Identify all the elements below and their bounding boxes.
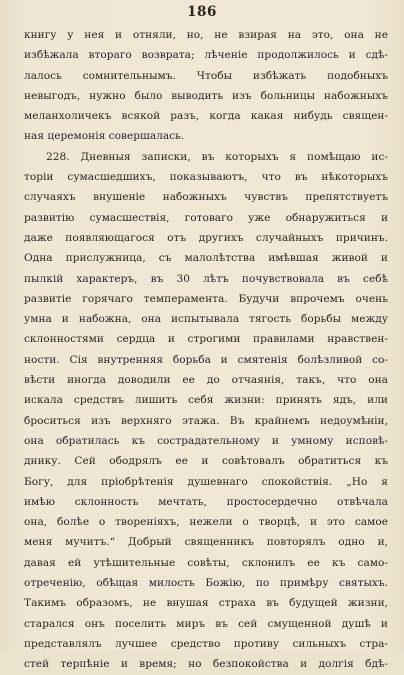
text-line: избѣжала втораго возврата; лѣченіе продолжилось и сдѣ- <box>24 49 388 62</box>
text-line: ная церемонія совершалась. <box>24 130 185 143</box>
text-line: вѣсти иногда доводили ее до отчаянія, такъ, что она <box>24 374 388 387</box>
text-line: она, болѣе о твореніяхъ, нежели о творцѣ, и это самое <box>24 516 388 529</box>
text-line: умна и набожна, она испытывала тягость борьбы между <box>24 313 388 326</box>
body-text <box>24 25 388 675</box>
text-line: имѣю склонность мечтать, простосердечно отвѣчала <box>24 495 388 508</box>
text-line: невыгодъ, нужно было выводить изъ больницы набожныхъ <box>24 89 388 102</box>
text-line: давая ей утѣшительные совѣты, склонилъ ее къ само- <box>24 556 388 569</box>
text-line: торіи сумасшедшихъ, показываютъ, что въ нѣкоторыхъ <box>24 171 388 184</box>
text-line: представлялъ лучшее средство противу сильныхъ стра- <box>24 637 388 650</box>
text-line: пылкій характеръ, въ 30 лѣтъ почувствовала въ себѣ <box>24 272 388 285</box>
text-line: Такимъ образомъ, не внушая страха въ будущей жизни, <box>24 597 388 610</box>
text-line: стей терпѣніе и время; но безпокойства и долгія бдѣ- <box>24 658 388 671</box>
text-line: отреченію, обѣщая милость Божію, по примѣру святыхъ. <box>24 577 388 590</box>
text-line: искала средствъ лишить себя жизни: принять ядъ, или <box>24 394 388 407</box>
text-line: Богу, для пріобрѣтенія душевнаго спокойствія. „Но я <box>24 475 388 488</box>
text-line: склонностями сердца и строгими правилами нравствен- <box>24 333 388 346</box>
text-line: развитіе горячаго темперамента. Будучи впрочемъ очень <box>24 292 388 305</box>
text-line: ности. Сія внутренняя борьба и смятенія болѣзливой со- <box>24 353 388 366</box>
text-line: 228. Дневныя записки, въ которыхъ я помѣщаю ис- <box>46 150 388 163</box>
text-line: меланхоличекъ всякой разъ, когда какая нибудь священ- <box>24 110 388 123</box>
text-line: старался онъ поселить миръ въ сей смущенной душѣ и <box>24 617 388 630</box>
text-line: развитію сумасшествія, готоваго уже обнаружиться и <box>24 211 388 224</box>
text-line: она обратилась къ сострадательному и умному исповѣ- <box>24 434 388 447</box>
text-line: даже появляющагося отъ другихъ случайныхъ причинъ. <box>24 231 388 244</box>
text-line: днику. Сей ободрялъ ее и совѣтовалъ обратиться къ <box>24 455 388 468</box>
text-line: меня мучитъ.“ Добрый священникъ повторялъ одно и, <box>24 536 388 549</box>
text-line: броситься изъ верхняго этажа. Въ крайнемъ недоумѣніи, <box>24 414 388 427</box>
page-number: 186 <box>187 4 217 20</box>
text-line: книгу у нея и отняли, но, не взирая на это, она не <box>24 29 388 41</box>
text-line: лалось сомнительнымъ. Чтобы избѣжать подобныхъ <box>24 69 388 82</box>
text-line: Одна прислужница, съ малолѣтства имѣвшая живой и <box>24 252 388 265</box>
text-line: случаяхъ внушеніе набожныхъ чувствъ препятствуетъ <box>24 191 388 204</box>
